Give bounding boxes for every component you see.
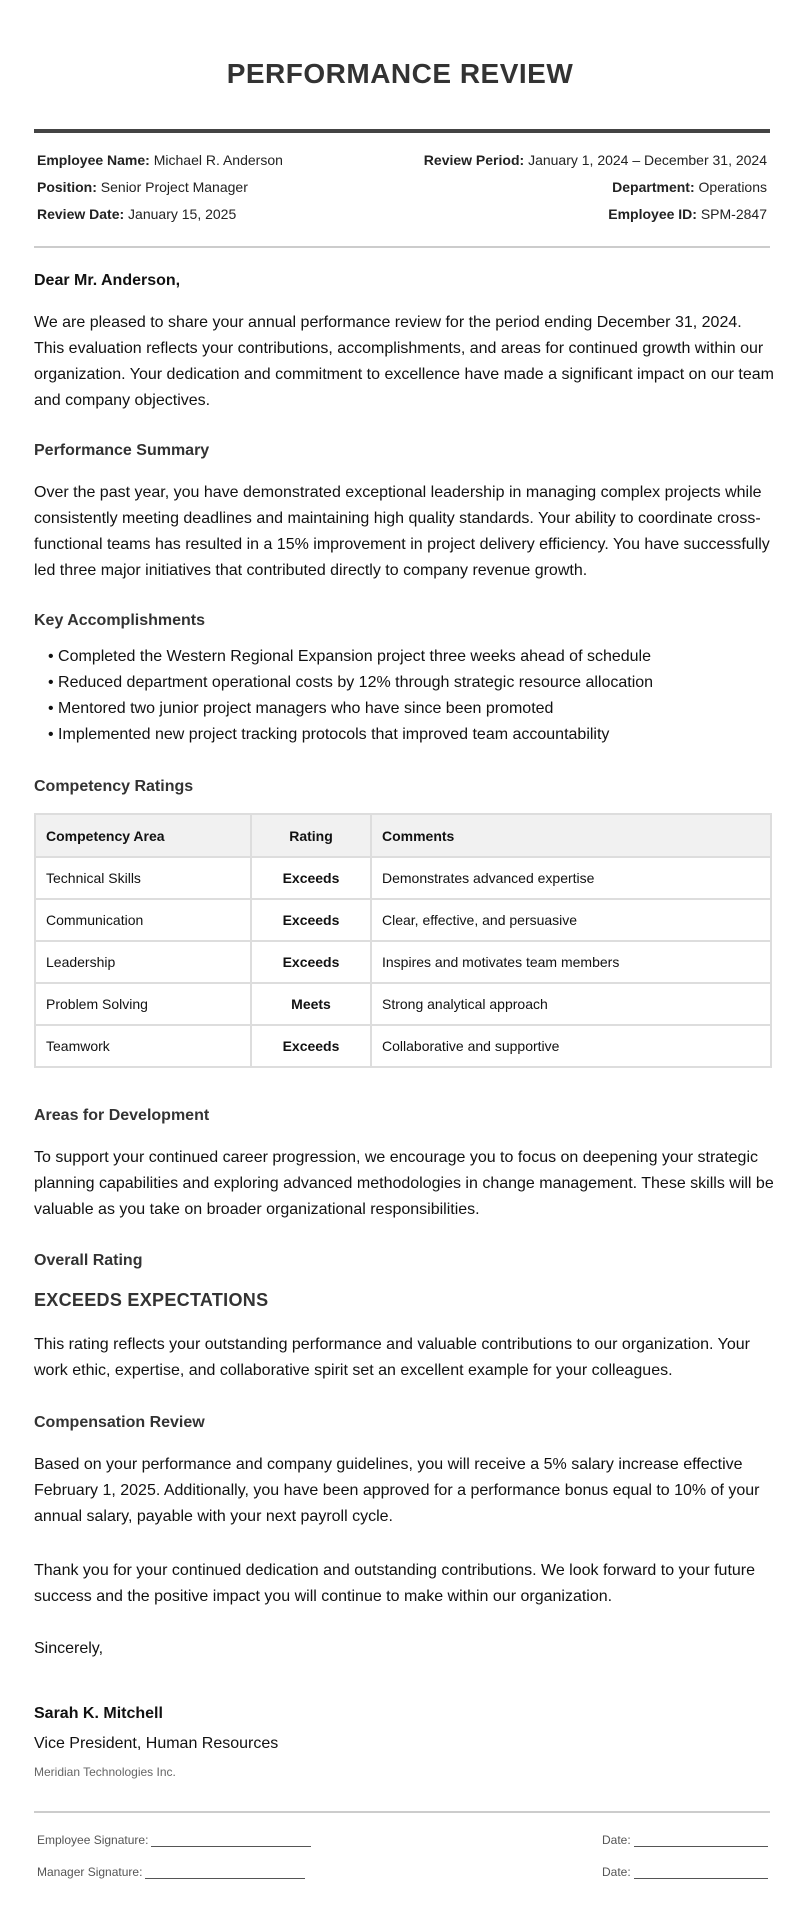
accomplishments-heading: Key Accomplishments xyxy=(34,612,206,629)
employee-signature-field[interactable] xyxy=(37,1833,311,1847)
department-row xyxy=(612,179,767,195)
review-date-row xyxy=(37,206,236,222)
compensation-heading: Compensation Review xyxy=(34,1414,205,1431)
rating-cell: Meets xyxy=(251,983,371,1025)
review-period-value: January 1, 2024 – December 31, 2024 xyxy=(528,152,767,168)
date-label: Date: xyxy=(602,1865,631,1879)
competency-area-cell: Problem Solving xyxy=(35,983,251,1025)
company-name: Meridian Technologies Inc. xyxy=(34,1765,176,1779)
manager-signature-label: Manager Signature: xyxy=(37,1865,143,1879)
competency-area-cell: Communication xyxy=(35,899,251,941)
table-row xyxy=(35,1025,771,1067)
table-header-row xyxy=(35,814,771,857)
list-item: • Completed the Western Regional Expansion project three weeks ahead of schedule xyxy=(48,648,651,665)
employee-id-row xyxy=(608,206,767,222)
list-item: • Reduced department operational costs by 12% through strategic resource allocation xyxy=(48,674,654,691)
column-header: Comments xyxy=(371,814,771,857)
rating-cell: Exceeds xyxy=(251,857,371,899)
summary-heading: Performance Summary xyxy=(34,442,210,459)
review-date-value: January 15, 2025 xyxy=(128,206,237,222)
intro-paragraph: We are pleased to share your annual performance review for the period ending December 31, 2024. This evaluation reflects your contributions, accomplishments, and areas for continued growth within our organization. Your dedication and commitment to excellence have made a significant impact on our team and company objectives. xyxy=(34,314,774,409)
info-divider xyxy=(34,246,770,248)
employee-id-value: SPM-2847 xyxy=(700,206,767,222)
employee-signature-label: Employee Signature: xyxy=(37,1833,149,1847)
competency-table-wrap xyxy=(34,813,770,1068)
employee-name-value: Michael R. Anderson xyxy=(153,152,283,168)
employee-signature-line[interactable] xyxy=(151,1834,311,1847)
manager-date-field[interactable] xyxy=(602,1865,768,1879)
comment-cell: Collaborative and supportive xyxy=(371,1025,771,1067)
overall-paragraph: This rating reflects your outstanding performance and valuable contributions to our organization. Your work ethic, expertise, and collaborative spirit set an excellent example for your colleagues. xyxy=(34,1336,750,1379)
position-row xyxy=(37,179,248,195)
position-value: Senior Project Manager xyxy=(100,179,248,195)
competency-heading: Competency Ratings xyxy=(34,778,194,795)
overall-rating-value: EXCEEDS EXPECTATIONS xyxy=(34,1290,269,1310)
review-period-label: Review Period: xyxy=(423,152,525,168)
compensation-paragraph: Based on your performance and company guidelines, you will receive a 5% salary increase effective February 1, 2025. Additionally, you have been approved for a performance bonus equal to 10% of your annual salary, payable with your next payroll cycle. xyxy=(34,1456,760,1525)
column-header: Competency Area xyxy=(35,814,251,857)
header-divider xyxy=(34,129,770,133)
comment-cell: Strong analytical approach xyxy=(371,983,771,1025)
department-value: Operations xyxy=(698,179,767,195)
table-row xyxy=(35,899,771,941)
table-row xyxy=(35,983,771,1025)
competency-table xyxy=(34,813,772,1068)
page-title: PERFORMANCE REVIEW xyxy=(226,58,574,89)
list-item: • Mentored two junior project managers who have since been promoted xyxy=(48,700,554,717)
position-label: Position: xyxy=(37,179,97,195)
comment-cell: Demonstrates advanced expertise xyxy=(371,857,771,899)
employee-id-label: Employee ID: xyxy=(608,206,697,222)
accomplishments-list xyxy=(48,644,653,748)
competency-area-cell: Teamwork xyxy=(35,1025,251,1067)
comment-cell: Clear, effective, and persuasive xyxy=(371,899,771,941)
list-item: • Implemented new project tracking protocols that improved team accountability xyxy=(48,726,610,743)
table-row xyxy=(35,941,771,983)
summary-paragraph: Over the past year, you have demonstrated exceptional leadership in managing complex projects while consistently meeting deadlines and maintaining high quality standards. Your ability to coordinate cross-functional teams has resulted in a 15% improvement in project delivery efficiency. You have successfully led three major initiatives that contributed directly to company revenue growth. xyxy=(34,484,770,579)
competency-area-cell: Technical Skills xyxy=(35,857,251,899)
employee-date-line[interactable] xyxy=(634,1834,768,1847)
signature-divider xyxy=(34,1811,770,1813)
employee-name-row xyxy=(37,152,283,168)
development-paragraph: To support your continued career progression, we encourage you to focus on deepening your strategic planning capabilities and exploring advanced methodologies in change management. These skills will be valuable as you take on broader organizational responsibilities. xyxy=(34,1149,774,1218)
column-header: Rating xyxy=(251,814,371,857)
manager-signature-line[interactable] xyxy=(145,1866,305,1879)
rating-cell: Exceeds xyxy=(251,1025,371,1067)
table-row xyxy=(35,857,771,899)
manager-signature-field[interactable] xyxy=(37,1865,305,1879)
date-label: Date: xyxy=(602,1833,631,1847)
rating-cell: Exceeds xyxy=(251,941,371,983)
employee-date-field[interactable] xyxy=(602,1833,768,1847)
rating-cell: Exceeds xyxy=(251,899,371,941)
closing-paragraph: Thank you for your continued dedication and outstanding contributions. We look forward to your future success and the positive impact you will continue to make within our organization. xyxy=(34,1562,756,1605)
salutation: Dear Mr. Anderson, xyxy=(34,272,181,289)
competency-area-cell: Leadership xyxy=(35,941,251,983)
review-date-label: Review Date: xyxy=(37,206,125,222)
overall-heading: Overall Rating xyxy=(34,1252,143,1269)
comment-cell: Inspires and motivates team members xyxy=(371,941,771,983)
signer-name: Sarah K. Mitchell xyxy=(34,1705,163,1722)
department-label: Department: xyxy=(612,179,695,195)
employee-name-label: Employee Name: xyxy=(37,152,150,168)
review-period-row xyxy=(424,152,767,168)
signer-title: Vice President, Human Resources xyxy=(34,1735,279,1752)
manager-date-line[interactable] xyxy=(634,1866,768,1879)
development-heading: Areas for Development xyxy=(34,1107,210,1124)
signoff: Sincerely, xyxy=(34,1640,104,1657)
